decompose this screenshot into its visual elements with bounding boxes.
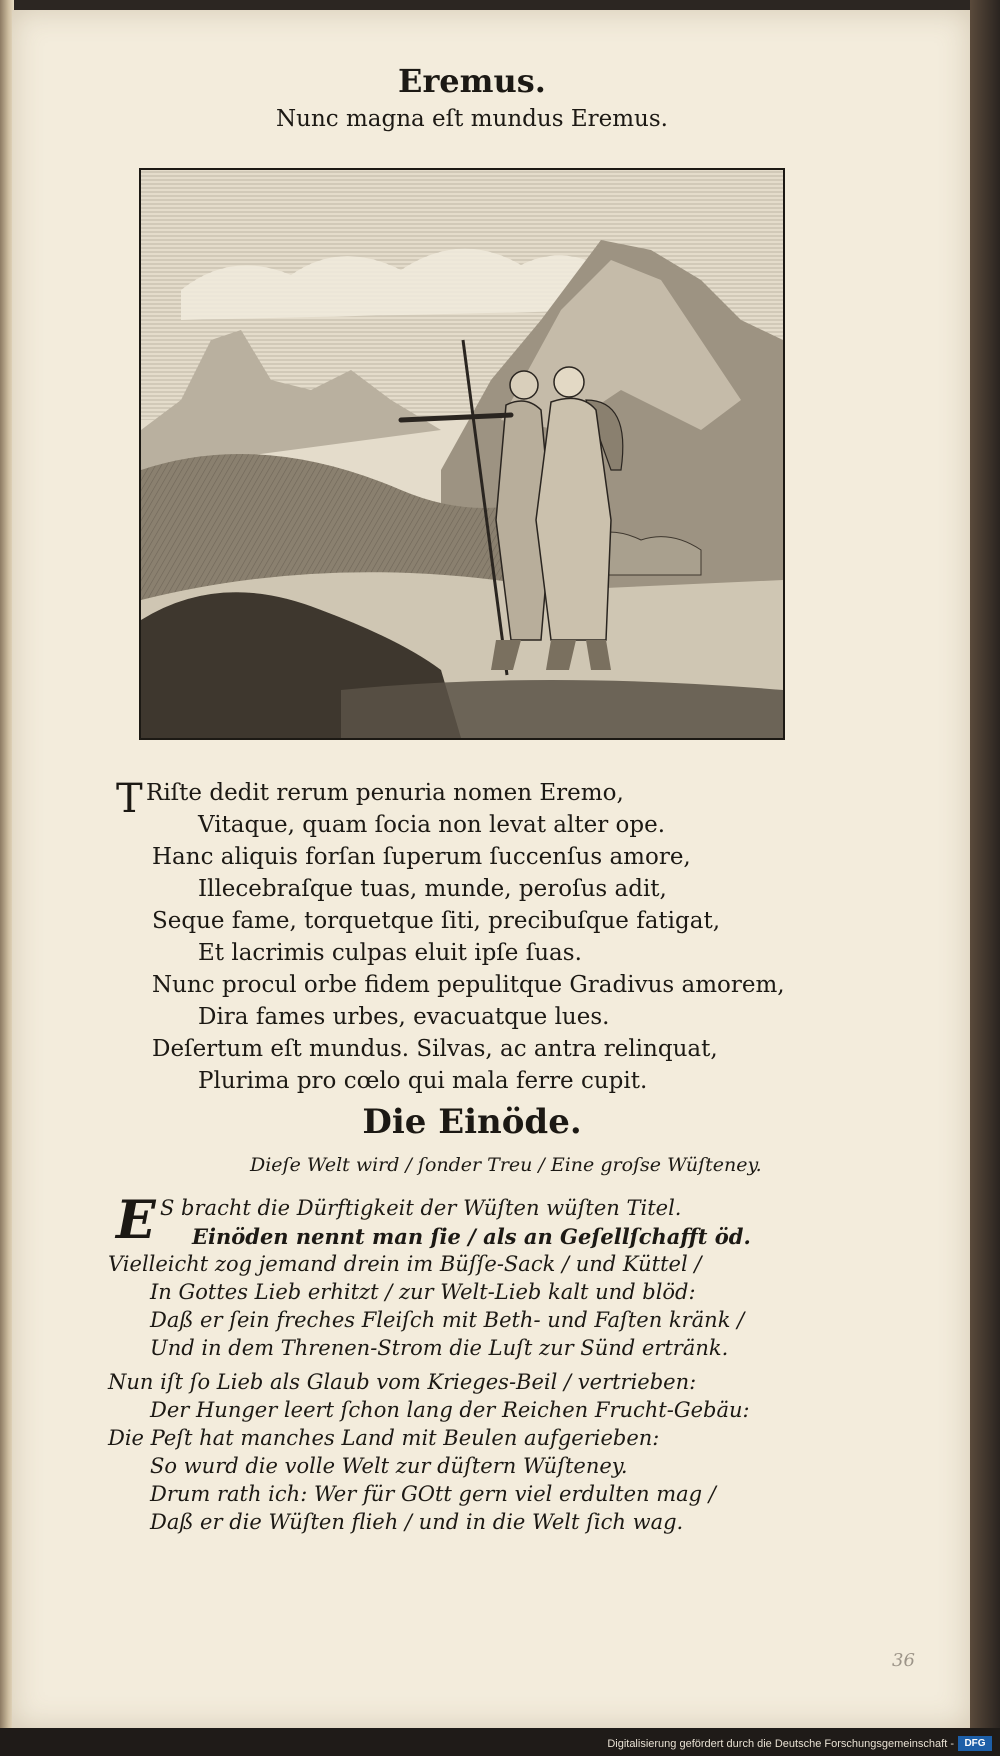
german-line-10: So wurd die volle Welt zur düſtern Wüſteney. [150, 1454, 628, 1478]
german-dropcap: E [116, 1190, 156, 1251]
latin-line-7: Nunc procul orbe fidem pepulitque Gradivus amorem, [152, 972, 785, 998]
digitization-credit: Digitalisierung gefördert durch die Deutsche Forschungsgemeinschaft - [607, 1738, 954, 1750]
book-right-edge [970, 0, 1000, 1730]
latin-line-9: Deſertum eſt mundus. Silvas, ac antra relinquat, [152, 1036, 718, 1062]
german-line-3: Vielleicht zog jemand drein im Büſſe-Sack / und Küttel / [108, 1252, 702, 1276]
latin-line-3: Hanc aliquis forſan ſuperum ſuccenſus amore, [152, 844, 691, 870]
page-title: Eremus. [398, 62, 546, 100]
german-line-8: Der Hunger leert ſchon lang der Reichen Frucht-Gebäu: [150, 1398, 750, 1422]
latin-line-4: Illecebraſque tuas, munde, peroſus adit, [198, 876, 667, 902]
latin-line-1: Riſte dedit rerum penuria nomen Eremo, [146, 780, 624, 806]
page-number: 36 [892, 1650, 915, 1671]
german-line-5: Daß er ſein freches Fleiſch mit Beth- und Faſten kränk / [150, 1308, 745, 1332]
engraving-artwork [141, 170, 783, 738]
foreground-ground [341, 680, 783, 738]
latin-dropcap: T [116, 776, 143, 822]
latin-line-2: Vitaque, quam ſocia non levat alter ope. [198, 812, 666, 838]
german-line-12: Daß er die Wüſten flieh / und in die Welt ſich wag. [150, 1510, 684, 1534]
dfg-logo: DFG [958, 1736, 992, 1751]
latin-line-6: Et lacrimis culpas eluit ipſe ſuas. [198, 940, 582, 966]
german-motto: Dieſe Welt wird / ſonder Treu / Eine groſse Wüſteney. [250, 1154, 762, 1176]
german-line-2: Einöden nennt man ſie / als an Geſellſchafft öd. [192, 1224, 751, 1249]
latin-line-10: Plurima pro cœlo qui mala ferre cupit. [198, 1068, 648, 1094]
book-page [12, 10, 970, 1728]
engraving-illustration [139, 168, 785, 740]
german-line-9: Die Peſt hat manches Land mit Beulen aufgerieben: [108, 1426, 660, 1450]
german-line-7: Nun iſt ſo Lieb als Glaub vom Krieges-Beil / vertrieben: [108, 1370, 697, 1394]
german-title: Die Einöde. [362, 1102, 582, 1142]
latin-line-5: Seque fame, torquetque ſiti, precibuſque fatigat, [152, 908, 721, 934]
german-line-11: Drum rath ich: Wer für GOtt gern viel erdulten mag / [150, 1482, 716, 1506]
german-line-1: S bracht die Dürftigkeit der Wüſten wüſten Titel. [160, 1196, 682, 1220]
latin-line-8: Dira fames urbes, evacuatque lues. [198, 1004, 610, 1030]
german-line-6: Und in dem Threnen-Strom die Luſt zur Sünd ertränk. [150, 1336, 729, 1360]
german-line-4: In Gottes Lieb erhitzt / zur Welt-Lieb kalt und blöd: [150, 1280, 696, 1304]
page-motto: Nunc magna eſt mundus Eremus. [276, 106, 668, 132]
